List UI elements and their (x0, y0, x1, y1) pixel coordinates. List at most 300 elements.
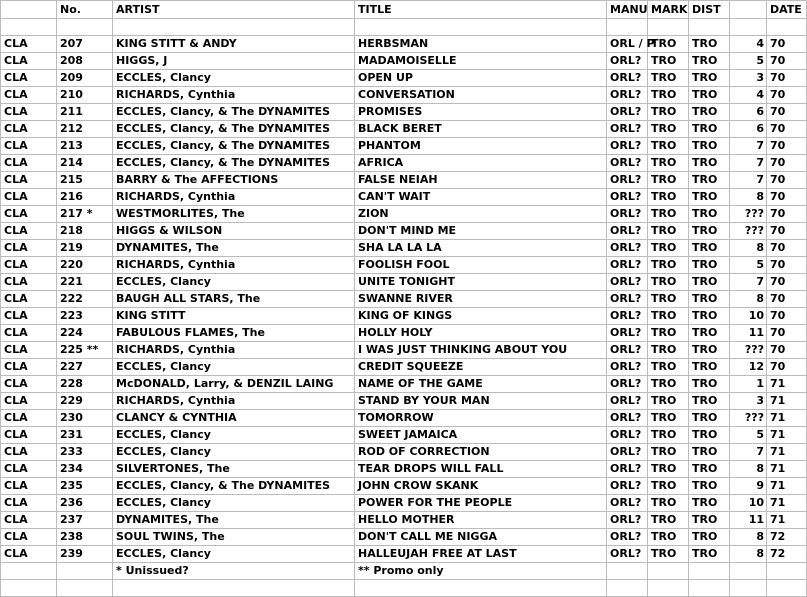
cell-title[interactable]: BLACK BERET (355, 121, 607, 138)
cell-month[interactable]: ??? (730, 342, 767, 359)
cell-year[interactable]: 71 (767, 376, 807, 393)
cell-month[interactable]: 6 (730, 104, 767, 121)
cell-month[interactable]: 5 (730, 257, 767, 274)
cell-manu[interactable]: ORL? (607, 291, 648, 308)
cell-month[interactable]: 7 (730, 138, 767, 155)
cell-title[interactable]: HOLLY HOLY (355, 325, 607, 342)
cell-mark[interactable]: TRO (648, 393, 689, 410)
cell-mark[interactable]: TRO (648, 223, 689, 240)
cell-artist[interactable]: ECCLES, Clancy, & The DYNAMITES (113, 138, 355, 155)
cell-month[interactable]: 7 (730, 444, 767, 461)
empty-cell[interactable] (730, 19, 767, 36)
empty-cell[interactable] (730, 580, 767, 597)
cell-mark[interactable]: TRO (648, 257, 689, 274)
cell-catalog-no[interactable]: 233 (57, 444, 113, 461)
cell-month[interactable]: 5 (730, 427, 767, 444)
empty-cell[interactable] (767, 19, 807, 36)
cell-year[interactable]: 70 (767, 257, 807, 274)
cell-catalog-no[interactable]: 218 (57, 223, 113, 240)
cell-dist[interactable]: TRO (689, 87, 730, 104)
cell-artist[interactable]: ECCLES, Clancy (113, 70, 355, 87)
cell-label[interactable]: CLA (1, 444, 57, 461)
cell-month[interactable]: 8 (730, 291, 767, 308)
cell-mark[interactable]: TRO (648, 121, 689, 138)
cell-title[interactable]: JOHN CROW SKANK (355, 478, 607, 495)
cell-dist[interactable]: TRO (689, 223, 730, 240)
cell-artist[interactable]: ECCLES, Clancy (113, 427, 355, 444)
cell-catalog-no[interactable]: 215 (57, 172, 113, 189)
cell-artist[interactable]: RICHARDS, Cynthia (113, 393, 355, 410)
cell-year[interactable]: 71 (767, 495, 807, 512)
cell-manu[interactable]: ORL? (607, 206, 648, 223)
cell-mark[interactable]: TRO (648, 155, 689, 172)
cell-mark[interactable]: TRO (648, 36, 689, 53)
cell-mark[interactable]: TRO (648, 325, 689, 342)
cell-dist[interactable]: TRO (689, 342, 730, 359)
cell-manu[interactable]: ORL? (607, 53, 648, 70)
cell-catalog-no[interactable]: 238 (57, 529, 113, 546)
empty-cell[interactable] (689, 580, 730, 597)
cell-year[interactable]: 70 (767, 274, 807, 291)
cell-label[interactable]: CLA (1, 240, 57, 257)
cell-month[interactable]: 4 (730, 36, 767, 53)
cell-catalog-no[interactable]: 213 (57, 138, 113, 155)
cell-dist[interactable]: TRO (689, 291, 730, 308)
cell-label[interactable]: CLA (1, 529, 57, 546)
cell-label[interactable]: CLA (1, 70, 57, 87)
cell-catalog-no[interactable]: 224 (57, 325, 113, 342)
cell-dist[interactable]: TRO (689, 410, 730, 427)
cell-title[interactable]: MADAMOISELLE (355, 53, 607, 70)
cell-mark[interactable]: TRO (648, 70, 689, 87)
cell-catalog-no[interactable]: 214 (57, 155, 113, 172)
cell-label[interactable]: CLA (1, 121, 57, 138)
cell-artist[interactable]: McDONALD, Larry, & DENZIL LAING (113, 376, 355, 393)
cell-mark[interactable]: TRO (648, 478, 689, 495)
cell-month[interactable]: 3 (730, 393, 767, 410)
cell-label[interactable]: CLA (1, 546, 57, 563)
cell-manu[interactable]: ORL? (607, 495, 648, 512)
empty-cell[interactable] (730, 563, 767, 580)
cell-label[interactable]: CLA (1, 87, 57, 104)
cell-mark[interactable]: TRO (648, 206, 689, 223)
cell-year[interactable]: 71 (767, 478, 807, 495)
cell-title[interactable]: TOMORROW (355, 410, 607, 427)
cell-artist[interactable]: HIGGS & WILSON (113, 223, 355, 240)
cell-year[interactable]: 70 (767, 104, 807, 121)
cell-artist[interactable]: ECCLES, Clancy, & The DYNAMITES (113, 155, 355, 172)
cell-year[interactable]: 70 (767, 291, 807, 308)
cell-month[interactable]: 6 (730, 121, 767, 138)
empty-cell[interactable] (57, 580, 113, 597)
header-cell-manu[interactable]: MANU (607, 1, 648, 19)
cell-dist[interactable]: TRO (689, 274, 730, 291)
cell-mark[interactable]: TRO (648, 104, 689, 121)
cell-mark[interactable]: TRO (648, 359, 689, 376)
header-cell-title[interactable]: TITLE (355, 1, 607, 19)
cell-dist[interactable]: TRO (689, 104, 730, 121)
cell-dist[interactable]: TRO (689, 308, 730, 325)
cell-year[interactable]: 72 (767, 529, 807, 546)
cell-month[interactable]: ??? (730, 223, 767, 240)
cell-manu[interactable]: ORL? (607, 223, 648, 240)
cell-manu[interactable]: ORL? (607, 410, 648, 427)
cell-label[interactable]: CLA (1, 325, 57, 342)
cell-catalog-no[interactable]: 230 (57, 410, 113, 427)
cell-label[interactable]: CLA (1, 393, 57, 410)
cell-title[interactable]: HELLO MOTHER (355, 512, 607, 529)
cell-year[interactable]: 70 (767, 53, 807, 70)
cell-dist[interactable]: TRO (689, 376, 730, 393)
cell-title[interactable]: KING OF KINGS (355, 308, 607, 325)
cell-label[interactable]: CLA (1, 410, 57, 427)
cell-title[interactable]: FOOLISH FOOL (355, 257, 607, 274)
cell-month[interactable]: 9 (730, 478, 767, 495)
cell-year[interactable]: 72 (767, 546, 807, 563)
cell-dist[interactable]: TRO (689, 172, 730, 189)
cell-mark[interactable]: TRO (648, 172, 689, 189)
cell-artist[interactable]: KING STITT (113, 308, 355, 325)
cell-artist[interactable]: BAUGH ALL STARS, The (113, 291, 355, 308)
cell-artist[interactable]: ECCLES, Clancy, & The DYNAMITES (113, 104, 355, 121)
cell-dist[interactable]: TRO (689, 444, 730, 461)
cell-label[interactable]: CLA (1, 104, 57, 121)
cell-dist[interactable]: TRO (689, 53, 730, 70)
cell-artist[interactable]: FABULOUS FLAMES, The (113, 325, 355, 342)
cell-manu[interactable]: ORL? (607, 342, 648, 359)
cell-artist[interactable]: WESTMORLITES, The (113, 206, 355, 223)
header-cell-no[interactable]: No. (57, 1, 113, 19)
cell-title[interactable]: I WAS JUST THINKING ABOUT YOU (355, 342, 607, 359)
cell-title[interactable]: CREDIT SQUEEZE (355, 359, 607, 376)
cell-year[interactable]: 70 (767, 87, 807, 104)
cell-mark[interactable]: TRO (648, 87, 689, 104)
cell-catalog-no[interactable]: 223 (57, 308, 113, 325)
empty-cell[interactable] (1, 563, 57, 580)
cell-dist[interactable]: TRO (689, 257, 730, 274)
empty-cell[interactable] (767, 563, 807, 580)
cell-month[interactable]: ??? (730, 206, 767, 223)
cell-year[interactable]: 70 (767, 223, 807, 240)
cell-artist[interactable]: RICHARDS, Cynthia (113, 189, 355, 206)
cell-catalog-no[interactable]: 217 * (57, 206, 113, 223)
cell-dist[interactable]: TRO (689, 189, 730, 206)
cell-catalog-no[interactable]: 209 (57, 70, 113, 87)
cell-artist[interactable]: HIGGS, J (113, 53, 355, 70)
cell-catalog-no[interactable]: 207 (57, 36, 113, 53)
cell-manu[interactable]: ORL? (607, 512, 648, 529)
cell-dist[interactable]: TRO (689, 359, 730, 376)
cell-title[interactable]: CONVERSATION (355, 87, 607, 104)
cell-mark[interactable]: TRO (648, 495, 689, 512)
cell-dist[interactable]: TRO (689, 206, 730, 223)
cell-year[interactable]: 70 (767, 138, 807, 155)
cell-label[interactable]: CLA (1, 138, 57, 155)
cell-month[interactable]: 4 (730, 87, 767, 104)
header-cell-dist[interactable]: DIST (689, 1, 730, 19)
cell-manu[interactable]: ORL? (607, 359, 648, 376)
cell-manu[interactable]: ORL? (607, 172, 648, 189)
cell-month[interactable]: 7 (730, 172, 767, 189)
cell-title[interactable]: HALLEUJAH FREE AT LAST (355, 546, 607, 563)
cell-mark[interactable]: TRO (648, 444, 689, 461)
cell-title[interactable]: POWER FOR THE PEOPLE (355, 495, 607, 512)
cell-year[interactable]: 71 (767, 444, 807, 461)
cell-month[interactable]: 5 (730, 53, 767, 70)
cell-artist[interactable]: BARRY & The AFFECTIONS (113, 172, 355, 189)
cell-label[interactable]: CLA (1, 512, 57, 529)
cell-month[interactable]: 8 (730, 240, 767, 257)
cell-mark[interactable]: TRO (648, 189, 689, 206)
cell-mark[interactable]: TRO (648, 427, 689, 444)
cell-dist[interactable]: TRO (689, 138, 730, 155)
cell-label[interactable]: CLA (1, 53, 57, 70)
cell-title[interactable]: ZION (355, 206, 607, 223)
cell-mark[interactable]: TRO (648, 342, 689, 359)
cell-artist[interactable]: RICHARDS, Cynthia (113, 257, 355, 274)
cell-catalog-no[interactable]: 208 (57, 53, 113, 70)
cell-dist[interactable]: TRO (689, 546, 730, 563)
cell-manu[interactable]: ORL? (607, 325, 648, 342)
cell-manu[interactable]: ORL? (607, 308, 648, 325)
cell-label[interactable]: CLA (1, 274, 57, 291)
cell-catalog-no[interactable]: 211 (57, 104, 113, 121)
cell-month[interactable]: 3 (730, 70, 767, 87)
cell-title[interactable]: STAND BY YOUR MAN (355, 393, 607, 410)
header-cell-month[interactable] (730, 1, 767, 19)
cell-dist[interactable]: TRO (689, 121, 730, 138)
cell-manu[interactable]: ORL? (607, 87, 648, 104)
cell-mark[interactable]: TRO (648, 410, 689, 427)
cell-dist[interactable]: TRO (689, 70, 730, 87)
cell-title[interactable]: CAN'T WAIT (355, 189, 607, 206)
cell-year[interactable]: 70 (767, 240, 807, 257)
cell-artist[interactable]: RICHARDS, Cynthia (113, 87, 355, 104)
cell-artist[interactable]: DYNAMITES, The (113, 240, 355, 257)
cell-title[interactable]: AFRICA (355, 155, 607, 172)
empty-cell[interactable] (57, 563, 113, 580)
cell-catalog-no[interactable]: 222 (57, 291, 113, 308)
cell-title[interactable]: SWEET JAMAICA (355, 427, 607, 444)
cell-year[interactable]: 70 (767, 121, 807, 138)
cell-title[interactable]: HERBSMAN (355, 36, 607, 53)
cell-artist[interactable]: SILVERTONES, The (113, 461, 355, 478)
cell-catalog-no[interactable]: 234 (57, 461, 113, 478)
cell-month[interactable]: 1 (730, 376, 767, 393)
cell-manu[interactable]: ORL? (607, 274, 648, 291)
empty-cell[interactable] (607, 563, 648, 580)
cell-title[interactable]: TEAR DROPS WILL FALL (355, 461, 607, 478)
cell-catalog-no[interactable]: 231 (57, 427, 113, 444)
footnote-promo[interactable]: ** Promo only (355, 563, 607, 580)
cell-year[interactable]: 70 (767, 70, 807, 87)
empty-cell[interactable] (648, 19, 689, 36)
cell-year[interactable]: 70 (767, 206, 807, 223)
cell-catalog-no[interactable]: 221 (57, 274, 113, 291)
cell-month[interactable]: 8 (730, 546, 767, 563)
cell-dist[interactable]: TRO (689, 512, 730, 529)
cell-title[interactable]: PHANTOM (355, 138, 607, 155)
cell-month[interactable]: 10 (730, 495, 767, 512)
empty-cell[interactable] (57, 19, 113, 36)
cell-catalog-no[interactable]: 210 (57, 87, 113, 104)
cell-mark[interactable]: TRO (648, 546, 689, 563)
cell-mark[interactable]: TRO (648, 138, 689, 155)
cell-label[interactable]: CLA (1, 189, 57, 206)
cell-mark[interactable]: TRO (648, 529, 689, 546)
cell-year[interactable]: 71 (767, 427, 807, 444)
cell-month[interactable]: 8 (730, 461, 767, 478)
cell-month[interactable]: 7 (730, 155, 767, 172)
cell-title[interactable]: NAME OF THE GAME (355, 376, 607, 393)
cell-year[interactable]: 70 (767, 359, 807, 376)
cell-mark[interactable]: TRO (648, 240, 689, 257)
cell-artist[interactable]: ECCLES, Clancy (113, 359, 355, 376)
cell-label[interactable]: CLA (1, 155, 57, 172)
cell-manu[interactable]: ORL? (607, 189, 648, 206)
cell-mark[interactable]: TRO (648, 291, 689, 308)
cell-manu[interactable]: ORL? (607, 104, 648, 121)
cell-catalog-no[interactable]: 220 (57, 257, 113, 274)
cell-year[interactable]: 70 (767, 155, 807, 172)
cell-label[interactable]: CLA (1, 461, 57, 478)
empty-cell[interactable] (648, 563, 689, 580)
cell-year[interactable]: 70 (767, 308, 807, 325)
cell-label[interactable]: CLA (1, 308, 57, 325)
cell-title[interactable]: SWANNE RIVER (355, 291, 607, 308)
empty-cell[interactable] (1, 19, 57, 36)
cell-month[interactable]: 10 (730, 308, 767, 325)
cell-dist[interactable]: TRO (689, 393, 730, 410)
cell-manu[interactable]: ORL? (607, 155, 648, 172)
empty-cell[interactable] (689, 19, 730, 36)
cell-mark[interactable]: TRO (648, 53, 689, 70)
cell-label[interactable]: CLA (1, 172, 57, 189)
footnote-unissued[interactable]: * Unissued? (113, 563, 355, 580)
header-cell-mark[interactable]: MARK (648, 1, 689, 19)
cell-manu[interactable]: ORL? (607, 376, 648, 393)
cell-title[interactable]: SHA LA LA LA (355, 240, 607, 257)
cell-artist[interactable]: ECCLES, Clancy, & The DYNAMITES (113, 121, 355, 138)
cell-dist[interactable]: TRO (689, 478, 730, 495)
header-cell-label[interactable] (1, 1, 57, 19)
cell-manu[interactable]: ORL / P (607, 36, 648, 53)
empty-cell[interactable] (689, 563, 730, 580)
cell-label[interactable]: CLA (1, 291, 57, 308)
cell-catalog-no[interactable]: 228 (57, 376, 113, 393)
cell-label[interactable]: CLA (1, 478, 57, 495)
cell-year[interactable]: 70 (767, 342, 807, 359)
cell-dist[interactable]: TRO (689, 36, 730, 53)
empty-cell[interactable] (1, 580, 57, 597)
cell-dist[interactable]: TRO (689, 240, 730, 257)
empty-cell[interactable] (607, 580, 648, 597)
cell-catalog-no[interactable]: 219 (57, 240, 113, 257)
cell-catalog-no[interactable]: 212 (57, 121, 113, 138)
cell-label[interactable]: CLA (1, 342, 57, 359)
cell-artist[interactable]: RICHARDS, Cynthia (113, 342, 355, 359)
cell-year[interactable]: 70 (767, 36, 807, 53)
empty-cell[interactable] (113, 19, 355, 36)
cell-dist[interactable]: TRO (689, 461, 730, 478)
cell-artist[interactable]: ECCLES, Clancy (113, 546, 355, 563)
cell-month[interactable]: ??? (730, 410, 767, 427)
cell-title[interactable]: DON'T MIND ME (355, 223, 607, 240)
cell-manu[interactable]: ORL? (607, 240, 648, 257)
cell-catalog-no[interactable]: 239 (57, 546, 113, 563)
cell-year[interactable]: 71 (767, 393, 807, 410)
cell-artist[interactable]: DYNAMITES, The (113, 512, 355, 529)
cell-catalog-no[interactable]: 235 (57, 478, 113, 495)
cell-manu[interactable]: ORL? (607, 546, 648, 563)
cell-year[interactable]: 70 (767, 189, 807, 206)
empty-cell[interactable] (648, 580, 689, 597)
cell-artist[interactable]: ECCLES, Clancy (113, 274, 355, 291)
cell-month[interactable]: 11 (730, 512, 767, 529)
cell-manu[interactable]: ORL? (607, 478, 648, 495)
cell-year[interactable]: 71 (767, 410, 807, 427)
cell-month[interactable]: 7 (730, 274, 767, 291)
cell-month[interactable]: 8 (730, 189, 767, 206)
cell-label[interactable]: CLA (1, 36, 57, 53)
cell-title[interactable]: PROMISES (355, 104, 607, 121)
cell-manu[interactable]: ORL? (607, 138, 648, 155)
cell-year[interactable]: 71 (767, 461, 807, 478)
cell-catalog-no[interactable]: 227 (57, 359, 113, 376)
cell-year[interactable]: 70 (767, 325, 807, 342)
cell-artist[interactable]: ECCLES, Clancy (113, 444, 355, 461)
cell-label[interactable]: CLA (1, 206, 57, 223)
cell-label[interactable]: CLA (1, 427, 57, 444)
cell-manu[interactable]: ORL? (607, 121, 648, 138)
empty-cell[interactable] (113, 580, 355, 597)
cell-artist[interactable]: SOUL TWINS, The (113, 529, 355, 546)
empty-cell[interactable] (355, 19, 607, 36)
cell-manu[interactable]: ORL? (607, 70, 648, 87)
cell-manu[interactable]: ORL? (607, 393, 648, 410)
cell-artist[interactable]: ECCLES, Clancy, & The DYNAMITES (113, 478, 355, 495)
cell-catalog-no[interactable]: 236 (57, 495, 113, 512)
cell-artist[interactable]: CLANCY & CYNTHIA (113, 410, 355, 427)
cell-dist[interactable]: TRO (689, 427, 730, 444)
cell-label[interactable]: CLA (1, 257, 57, 274)
header-cell-artist[interactable]: ARTIST (113, 1, 355, 19)
cell-dist[interactable]: TRO (689, 325, 730, 342)
cell-catalog-no[interactable]: 229 (57, 393, 113, 410)
cell-catalog-no[interactable]: 225 ** (57, 342, 113, 359)
empty-cell[interactable] (607, 19, 648, 36)
empty-cell[interactable] (767, 580, 807, 597)
cell-label[interactable]: CLA (1, 223, 57, 240)
cell-mark[interactable]: TRO (648, 274, 689, 291)
empty-cell[interactable] (355, 580, 607, 597)
cell-dist[interactable]: TRO (689, 529, 730, 546)
cell-catalog-no[interactable]: 237 (57, 512, 113, 529)
cell-title[interactable]: FALSE NEIAH (355, 172, 607, 189)
cell-manu[interactable]: ORL? (607, 257, 648, 274)
cell-year[interactable]: 70 (767, 172, 807, 189)
cell-catalog-no[interactable]: 216 (57, 189, 113, 206)
cell-month[interactable]: 8 (730, 529, 767, 546)
cell-manu[interactable]: ORL? (607, 529, 648, 546)
cell-mark[interactable]: TRO (648, 308, 689, 325)
cell-mark[interactable]: TRO (648, 512, 689, 529)
cell-dist[interactable]: TRO (689, 495, 730, 512)
cell-year[interactable]: 71 (767, 512, 807, 529)
cell-title[interactable]: DON'T CALL ME NIGGA (355, 529, 607, 546)
cell-manu[interactable]: ORL? (607, 461, 648, 478)
cell-label[interactable]: CLA (1, 376, 57, 393)
